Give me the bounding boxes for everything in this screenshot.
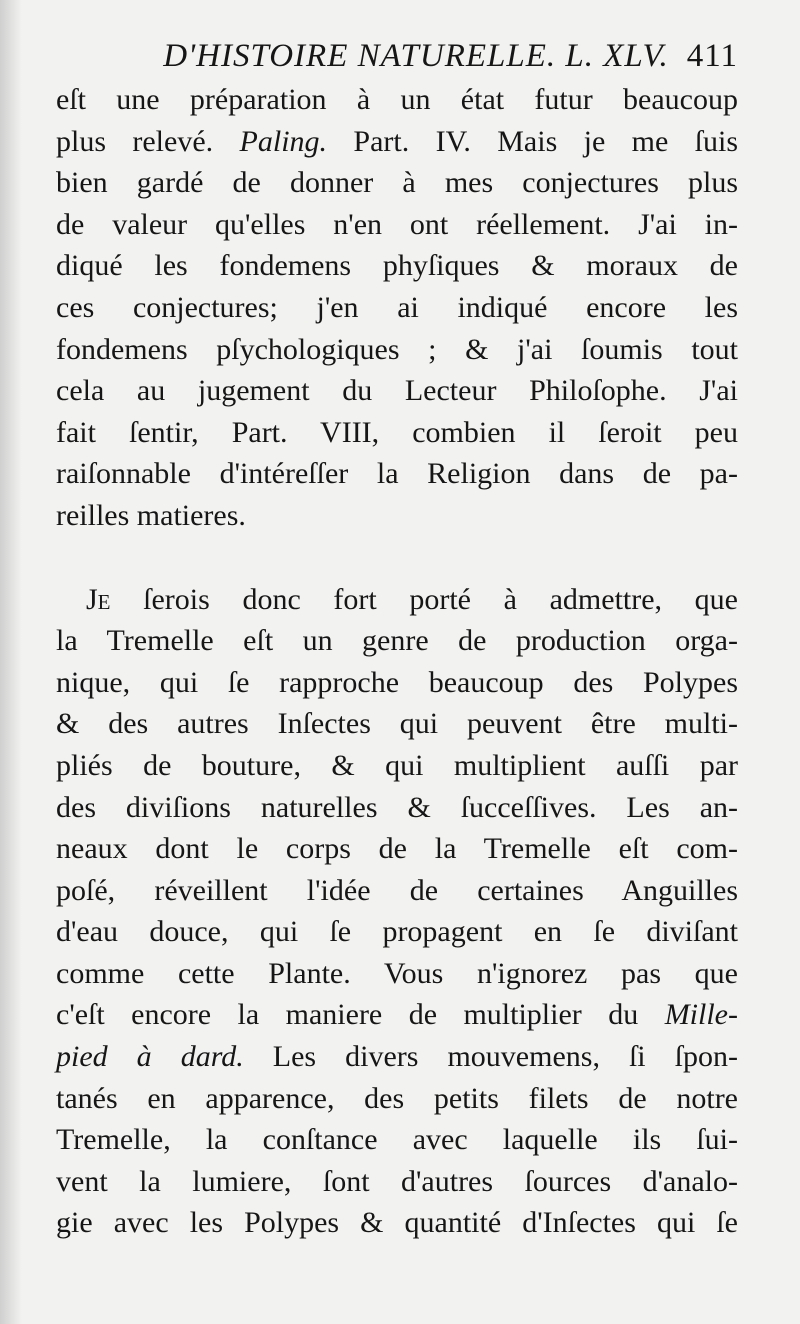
text-line: reilles matieres.	[56, 498, 246, 532]
text-line: plus relevé. Paling. Part. IV. Mais je me ſuis	[56, 124, 739, 158]
text-line: Tremelle, la conſtance avec laquelle ils ſui-	[56, 1123, 738, 1157]
text-line: comme cette Plante. Vous n'ignorez pas que	[56, 956, 738, 990]
running-title: D'HISTOIRE NATURELLE. L. XLV.	[163, 38, 669, 74]
text-line: diqué les fondemens phyſiques & moraux de	[56, 249, 738, 283]
text-line: des diviſions naturelles & ſucceſſives. Les an-	[56, 790, 738, 824]
italic-term: Mille-	[664, 998, 738, 1032]
text-line: vent la lumiere, ſont d'autres ſources d'analo-	[56, 1164, 738, 1198]
paragraph-2	[56, 579, 738, 1245]
text-line: pliés de bouture, & qui multiplient auſſi par	[56, 748, 738, 782]
text-line: poſé, réveillent l'idée de certaines Anguilles	[56, 873, 738, 907]
lead-word: Je	[86, 582, 111, 616]
body-text	[56, 79, 738, 1244]
text-line: de valeur qu'elles n'en ont réellement. J'ai in-	[56, 207, 738, 241]
text-line: la Tremelle eſt un genre de production orga-	[56, 624, 738, 658]
paragraph-spacer	[56, 537, 738, 579]
text-line: Je ſerois donc fort porté à admettre, que	[56, 579, 738, 621]
text-line: raiſonnable d'intéreſſer la Religion dans de pa-	[56, 457, 738, 491]
text-line: gie avec les Polypes & quantité d'Inſectes qui ſe	[56, 1206, 738, 1240]
page-gutter-shadow	[0, 0, 22, 1324]
running-header	[90, 38, 738, 75]
text-line: cela au jugement du Lecteur Philoſophe. J'ai	[56, 374, 738, 408]
text-line: & des autres Inſectes qui peuvent être multi-	[56, 707, 738, 741]
text-line: tanés en apparence, des petits filets de notre	[56, 1081, 738, 1115]
page-number: 411	[686, 38, 738, 74]
italic-term: pied à dard.	[56, 1040, 244, 1074]
text-line: fait ſentir, Part. VIII, combien il ſeroit peu	[56, 415, 738, 449]
text-line: eſt une préparation à un état futur beaucoup	[56, 83, 738, 116]
text-line: fondemens pſychologiques ; & j'ai ſoumis tout	[56, 332, 738, 366]
text-line: ces conjectures; j'en ai indiqué encore les	[56, 290, 738, 324]
paragraph-1	[56, 79, 738, 537]
text-line: c'eſt encore la maniere de multiplier du Mille-	[56, 998, 738, 1032]
text-line: nique, qui ſe rapproche beaucoup des Polypes	[56, 665, 738, 699]
text-line: pied à dard. Les divers mouvemens, ſi ſpon-	[56, 1040, 738, 1074]
text-line: d'eau douce, qui ſe propagent en ſe diviſant	[56, 915, 738, 949]
text-line: bien gardé de donner à mes conjectures plus	[56, 166, 738, 200]
text-line: neaux dont le corps de la Tremelle eſt com-	[56, 832, 738, 866]
italic-reference: Paling.	[239, 124, 328, 158]
